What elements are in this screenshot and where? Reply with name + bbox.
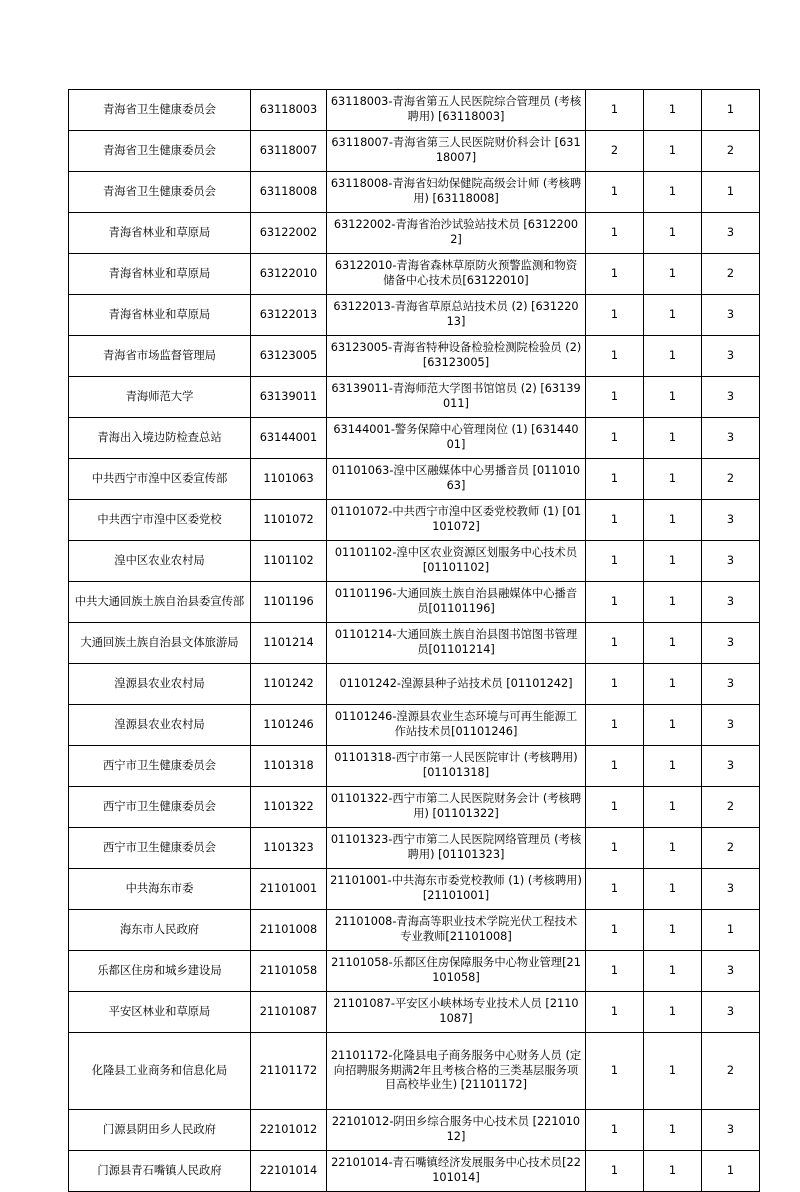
- cell-position-code: 1101318: [251, 746, 327, 787]
- cell-position-code: 1101323: [251, 828, 327, 869]
- cell-applicants-count: 1: [644, 787, 702, 828]
- cell-ratio-count: 3: [702, 869, 760, 910]
- cell-ratio-count: 1: [702, 172, 760, 213]
- cell-ratio-count: 3: [702, 377, 760, 418]
- cell-organization: 青海省市场监督管理局: [69, 336, 251, 377]
- cell-applicants-count: 1: [644, 541, 702, 582]
- cell-ratio-count: 3: [702, 582, 760, 623]
- cell-applicants-count: 1: [644, 1110, 702, 1151]
- cell-position-description: 01101072-中共西宁市湟中区委党校教师 (1) [01101072]: [327, 500, 586, 541]
- cell-organization: 青海省林业和草原局: [69, 213, 251, 254]
- cell-applicants-count: 1: [644, 623, 702, 664]
- table-row: [69, 869, 760, 910]
- cell-applicants-count: 1: [644, 992, 702, 1033]
- cell-position-description: 01101322-西宁市第二人民医院财务会计 (考核聘用) [01101322]: [327, 787, 586, 828]
- cell-organization: 中共大通回族土族自治县委宣传部: [69, 582, 251, 623]
- cell-plan-count: 1: [586, 951, 644, 992]
- table-row: [69, 582, 760, 623]
- cell-ratio-count: 2: [702, 459, 760, 500]
- cell-applicants-count: 1: [644, 254, 702, 295]
- cell-position-description: 01101214-大通回族土族自治县图书馆图书管理员[01101214]: [327, 623, 586, 664]
- cell-position-code: 1101242: [251, 664, 327, 705]
- table-row: [69, 295, 760, 336]
- cell-plan-count: 1: [586, 500, 644, 541]
- cell-applicants-count: 1: [644, 951, 702, 992]
- cell-position-code: 63118008: [251, 172, 327, 213]
- cell-plan-count: 1: [586, 623, 644, 664]
- cell-ratio-count: 3: [702, 951, 760, 992]
- cell-ratio-count: 3: [702, 746, 760, 787]
- cell-plan-count: 1: [586, 418, 644, 459]
- cell-plan-count: 1: [586, 377, 644, 418]
- cell-ratio-count: 3: [702, 664, 760, 705]
- cell-ratio-count: 3: [702, 295, 760, 336]
- cell-ratio-count: 3: [702, 541, 760, 582]
- cell-organization: 青海出入境边防检查总站: [69, 418, 251, 459]
- cell-organization: 青海省卫生健康委员会: [69, 131, 251, 172]
- cell-applicants-count: 1: [644, 459, 702, 500]
- cell-position-description: 63118007-青海省第三人民医院财价科会计 [63118007]: [327, 131, 586, 172]
- table-row: [69, 787, 760, 828]
- cell-position-description: 63122010-青海省森林草原防火预警监测和物资储备中心技术员[63122010]: [327, 254, 586, 295]
- cell-ratio-count: 3: [702, 213, 760, 254]
- cell-applicants-count: 1: [644, 705, 702, 746]
- cell-plan-count: 1: [586, 746, 644, 787]
- cell-position-code: 1101214: [251, 623, 327, 664]
- cell-applicants-count: 1: [644, 910, 702, 951]
- table-row: [69, 1110, 760, 1151]
- cell-applicants-count: 1: [644, 869, 702, 910]
- table-row: [69, 500, 760, 541]
- cell-position-description: 63144001-警务保障中心管理岗位 (1) [63144001]: [327, 418, 586, 459]
- cell-ratio-count: 2: [702, 828, 760, 869]
- cell-organization: 大通回族土族自治县文体旅游局: [69, 623, 251, 664]
- cell-organization: 西宁市卫生健康委员会: [69, 828, 251, 869]
- cell-ratio-count: 3: [702, 1110, 760, 1151]
- cell-position-code: 63118007: [251, 131, 327, 172]
- cell-ratio-count: 2: [702, 254, 760, 295]
- cell-position-description: 63118003-青海省第五人民医院综合管理员 (考核聘用) [63118003]: [327, 90, 586, 131]
- cell-ratio-count: 1: [702, 90, 760, 131]
- cell-organization: 青海省林业和草原局: [69, 295, 251, 336]
- table-row: [69, 746, 760, 787]
- cell-plan-count: 1: [586, 828, 644, 869]
- cell-plan-count: 1: [586, 172, 644, 213]
- cell-position-description: 01101318-西宁市第一人民医院审计 (考核聘用) [01101318]: [327, 746, 586, 787]
- cell-organization: 青海省卫生健康委员会: [69, 172, 251, 213]
- cell-position-code: 1101063: [251, 459, 327, 500]
- cell-applicants-count: 1: [644, 131, 702, 172]
- cell-ratio-count: 3: [702, 623, 760, 664]
- cell-position-code: 63122002: [251, 213, 327, 254]
- job-positions-table-container: [68, 89, 735, 1192]
- cell-plan-count: 1: [586, 992, 644, 1033]
- table-row: [69, 705, 760, 746]
- cell-position-code: 22101014: [251, 1151, 327, 1192]
- cell-plan-count: 1: [586, 869, 644, 910]
- cell-organization: 湟源县农业农村局: [69, 705, 251, 746]
- cell-ratio-count: 3: [702, 418, 760, 459]
- cell-plan-count: 1: [586, 213, 644, 254]
- cell-position-description: 01101242-湟源县种子站技术员 [01101242]: [327, 664, 586, 705]
- table-row: [69, 951, 760, 992]
- cell-position-code: 1101102: [251, 541, 327, 582]
- table-row: [69, 1151, 760, 1192]
- cell-position-description: 21101172-化隆县电子商务服务中心财务人员 (定向招聘服务期满2年且考核合格的三类基层服务项目高校毕业生) [21101172]: [327, 1033, 586, 1110]
- cell-ratio-count: 2: [702, 131, 760, 172]
- cell-plan-count: 1: [586, 705, 644, 746]
- cell-position-code: 21101087: [251, 992, 327, 1033]
- cell-ratio-count: 2: [702, 1033, 760, 1110]
- table-body: [69, 90, 760, 1192]
- cell-organization: 西宁市卫生健康委员会: [69, 746, 251, 787]
- cell-ratio-count: 2: [702, 787, 760, 828]
- cell-ratio-count: 3: [702, 500, 760, 541]
- cell-position-code: 21101058: [251, 951, 327, 992]
- table-row: [69, 459, 760, 500]
- cell-position-description: 21101058-乐都区住房保障服务中心物业管理[21101058]: [327, 951, 586, 992]
- cell-organization: 青海师范大学: [69, 377, 251, 418]
- table-row: [69, 664, 760, 705]
- cell-position-code: 63123005: [251, 336, 327, 377]
- cell-organization: 青海省林业和草原局: [69, 254, 251, 295]
- cell-ratio-count: 1: [702, 1151, 760, 1192]
- cell-organization: 西宁市卫生健康委员会: [69, 787, 251, 828]
- cell-plan-count: 1: [586, 295, 644, 336]
- cell-position-code: 1101246: [251, 705, 327, 746]
- cell-position-code: 21101008: [251, 910, 327, 951]
- cell-plan-count: 1: [586, 90, 644, 131]
- cell-position-description: 63118008-青海省妇幼保健院高级会计师 (考核聘用) [63118008]: [327, 172, 586, 213]
- cell-applicants-count: 1: [644, 172, 702, 213]
- cell-position-code: 1101072: [251, 500, 327, 541]
- cell-organization: 中共西宁市湟中区委党校: [69, 500, 251, 541]
- cell-position-code: 1101196: [251, 582, 327, 623]
- cell-position-description: 01101323-西宁市第二人民医院网络管理员 (考核聘用) [01101323]: [327, 828, 586, 869]
- cell-position-description: 22101012-阴田乡综合服务中心技术员 [22101012]: [327, 1110, 586, 1151]
- cell-applicants-count: 1: [644, 746, 702, 787]
- cell-plan-count: 2: [586, 131, 644, 172]
- cell-position-description: 63139011-青海师范大学图书馆馆员 (2) [63139011]: [327, 377, 586, 418]
- cell-position-description: 01101246-湟源县农业生态环境与可再生能源工作站技术员[01101246]: [327, 705, 586, 746]
- cell-ratio-count: 3: [702, 336, 760, 377]
- cell-organization: 平安区林业和草原局: [69, 992, 251, 1033]
- cell-plan-count: 1: [586, 336, 644, 377]
- table-row: [69, 213, 760, 254]
- cell-position-code: 21101001: [251, 869, 327, 910]
- cell-ratio-count: 3: [702, 705, 760, 746]
- table-row: [69, 828, 760, 869]
- cell-plan-count: 1: [586, 664, 644, 705]
- cell-applicants-count: 1: [644, 377, 702, 418]
- table-row: [69, 336, 760, 377]
- table-row: [69, 172, 760, 213]
- cell-position-code: 21101172: [251, 1033, 327, 1110]
- table-row: [69, 910, 760, 951]
- cell-organization: 中共海东市委: [69, 869, 251, 910]
- cell-applicants-count: 1: [644, 418, 702, 459]
- cell-position-description: 01101102-湟中区农业资源区划服务中心技术员[01101102]: [327, 541, 586, 582]
- table-row: [69, 90, 760, 131]
- cell-position-description: 22101014-青石嘴镇经济发展服务中心技术员[22101014]: [327, 1151, 586, 1192]
- cell-organization: 门源县青石嘴镇人民政府: [69, 1151, 251, 1192]
- cell-organization: 湟中区农业农村局: [69, 541, 251, 582]
- cell-plan-count: 1: [586, 1110, 644, 1151]
- cell-applicants-count: 1: [644, 1151, 702, 1192]
- cell-applicants-count: 1: [644, 1033, 702, 1110]
- table-row: [69, 418, 760, 459]
- cell-organization: 化隆县工业商务和信息化局: [69, 1033, 251, 1110]
- cell-organization: 青海省卫生健康委员会: [69, 90, 251, 131]
- cell-organization: 门源县阴田乡人民政府: [69, 1110, 251, 1151]
- cell-organization: 湟源县农业农村局: [69, 664, 251, 705]
- cell-plan-count: 1: [586, 910, 644, 951]
- cell-position-description: 63123005-青海省特种设备检验检测院检验员 (2) [63123005]: [327, 336, 586, 377]
- cell-plan-count: 1: [586, 582, 644, 623]
- cell-organization: 中共西宁市湟中区委宣传部: [69, 459, 251, 500]
- cell-plan-count: 1: [586, 1033, 644, 1110]
- cell-applicants-count: 1: [644, 336, 702, 377]
- cell-plan-count: 1: [586, 787, 644, 828]
- cell-position-description: 63122002-青海省治沙试验站技术员 [63122002]: [327, 213, 586, 254]
- cell-plan-count: 1: [586, 459, 644, 500]
- cell-organization: 海东市人民政府: [69, 910, 251, 951]
- cell-position-description: 21101001-中共海东市委党校教师 (1) (考核聘用) [21101001]: [327, 869, 586, 910]
- cell-position-code: 63118003: [251, 90, 327, 131]
- cell-position-description: 01101063-湟中区融媒体中心男播音员 [01101063]: [327, 459, 586, 500]
- cell-organization: 乐都区住房和城乡建设局: [69, 951, 251, 992]
- cell-applicants-count: 1: [644, 664, 702, 705]
- cell-position-description: 01101196-大通回族土族自治县融媒体中心播音员[01101196]: [327, 582, 586, 623]
- cell-position-code: 63144001: [251, 418, 327, 459]
- cell-position-description: 21101008-青海高等职业技术学院光伏工程技术专业教师[21101008]: [327, 910, 586, 951]
- cell-plan-count: 1: [586, 541, 644, 582]
- cell-plan-count: 1: [586, 254, 644, 295]
- table-row: [69, 992, 760, 1033]
- cell-position-description: 63122013-青海省草原总站技术员 (2) [63122013]: [327, 295, 586, 336]
- cell-position-code: 1101322: [251, 787, 327, 828]
- table-row: [69, 131, 760, 172]
- cell-ratio-count: 1: [702, 910, 760, 951]
- cell-position-code: 63122013: [251, 295, 327, 336]
- cell-plan-count: 1: [586, 1151, 644, 1192]
- cell-applicants-count: 1: [644, 90, 702, 131]
- table-row: [69, 1033, 760, 1110]
- cell-applicants-count: 1: [644, 582, 702, 623]
- table-row: [69, 254, 760, 295]
- cell-applicants-count: 1: [644, 500, 702, 541]
- cell-position-description: 21101087-平安区小峡林场专业技术人员 [21101087]: [327, 992, 586, 1033]
- cell-applicants-count: 1: [644, 213, 702, 254]
- cell-position-code: 22101012: [251, 1110, 327, 1151]
- job-positions-table: [68, 89, 760, 1192]
- cell-applicants-count: 1: [644, 295, 702, 336]
- cell-position-code: 63139011: [251, 377, 327, 418]
- cell-ratio-count: 3: [702, 992, 760, 1033]
- table-row: [69, 541, 760, 582]
- table-row: [69, 623, 760, 664]
- cell-position-code: 63122010: [251, 254, 327, 295]
- cell-applicants-count: 1: [644, 828, 702, 869]
- table-row: [69, 377, 760, 418]
